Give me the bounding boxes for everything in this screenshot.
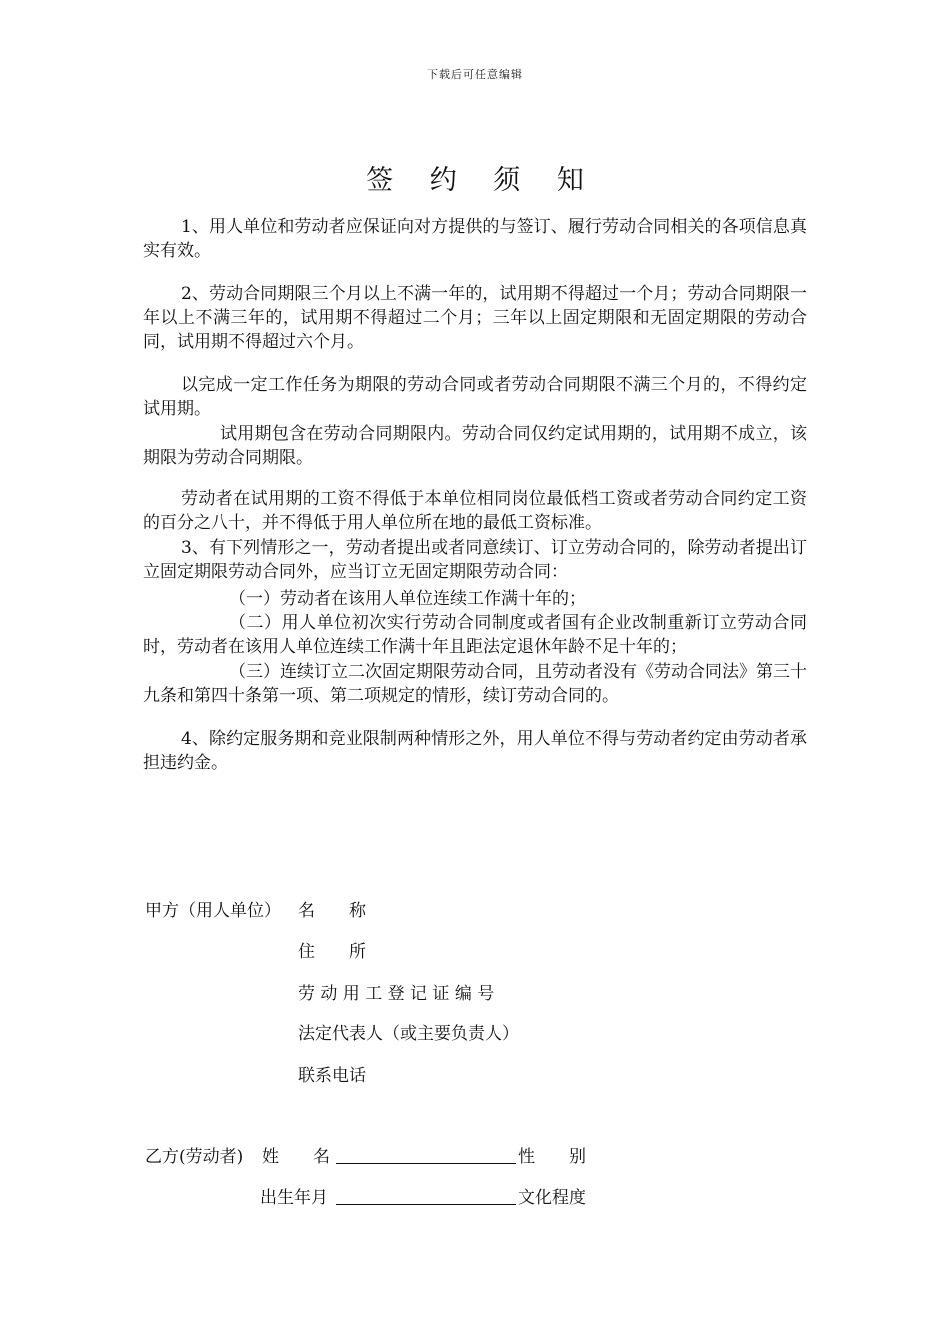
- party-b-name-label: 姓 名: [262, 1147, 330, 1167]
- party-a-phone-label: 联系电话: [298, 1066, 366, 1086]
- party-b-label: 乙方(劳动者): [145, 1147, 244, 1167]
- clause-4: 4、除约定服务期和竞业限制两种情形之外，用人单位不得与劳动者约定由劳动者承担违约金。: [143, 729, 807, 773]
- clause-2-probation-included: 试用期包含在劳动合同期限内。劳动合同仅约定试用期的，试用期不成立，该期限为劳动合同期限。: [143, 424, 807, 468]
- party-b-birth-blank[interactable]: [336, 1186, 516, 1205]
- party-a-label: 甲方（用人单位）: [145, 901, 281, 921]
- party-b-gender-label: 性 别: [518, 1147, 586, 1167]
- party-a-representative-label: 法定代表人（或主要负责人）: [298, 1024, 519, 1044]
- clause-3-item-1: （一）劳动者在该用人单位连续工作满十年的；: [229, 589, 586, 609]
- party-b-name-blank[interactable]: [336, 1145, 516, 1164]
- clause-3-item-3: （三）连续订立二次固定期限劳动合同，且劳动者没有《劳动合同法》第三十九条和第四十条第一项、第二项规定的情形，续订劳动合同的。: [143, 662, 807, 706]
- party-b-education-label: 文化程度: [518, 1188, 586, 1208]
- clause-3-item-2: （二）用人单位初次实行劳动合同制度或者国有企业改制重新订立劳动合同时，劳动者在该用人单位连续工作满十年且距法定退休年龄不足十年的；: [143, 613, 807, 657]
- clause-3: 3、有下列情形之一，劳动者提出或者同意续订、订立劳动合同的，除劳动者提出订立固定期限劳动合同外，应当订立无固定期限劳动合同：: [143, 538, 807, 582]
- clause-1: 1、用人单位和劳动者应保证向对方提供的与签订、履行劳动合同相关的各项信息真实有效。: [143, 217, 807, 261]
- clause-2-probation-wage: 劳动者在试用期的工资不得低于本单位相同岗位最低档工资或者劳动合同约定工资的百分之八十，并不得低于用人单位所在地的最低工资标准。: [143, 489, 807, 533]
- clause-2-no-probation: 以完成一定工作任务为期限的劳动合同或者劳动合同期限不满三个月的，不得约定试用期。: [143, 375, 807, 419]
- party-a-registration-label: 劳 动 用 工 登 记 证 编 号: [298, 984, 495, 1004]
- clause-2: 2、劳动合同期限三个月以上不满一年的，试用期不得超过一个月；劳动合同期限一年以上不满三年的，试用期不得超过二个月；三年以上固定期限和无固定期限的劳动合同，试用期不得超过六个月。: [143, 284, 807, 352]
- party-a-address-label: 住 所: [298, 942, 366, 962]
- party-b-birth-label: 出生年月: [260, 1188, 328, 1208]
- document-title: 签 约 须 知: [366, 165, 598, 196]
- party-a-name-label: 名 称: [298, 901, 366, 921]
- header-note: 下载后可任意编辑: [427, 68, 523, 81]
